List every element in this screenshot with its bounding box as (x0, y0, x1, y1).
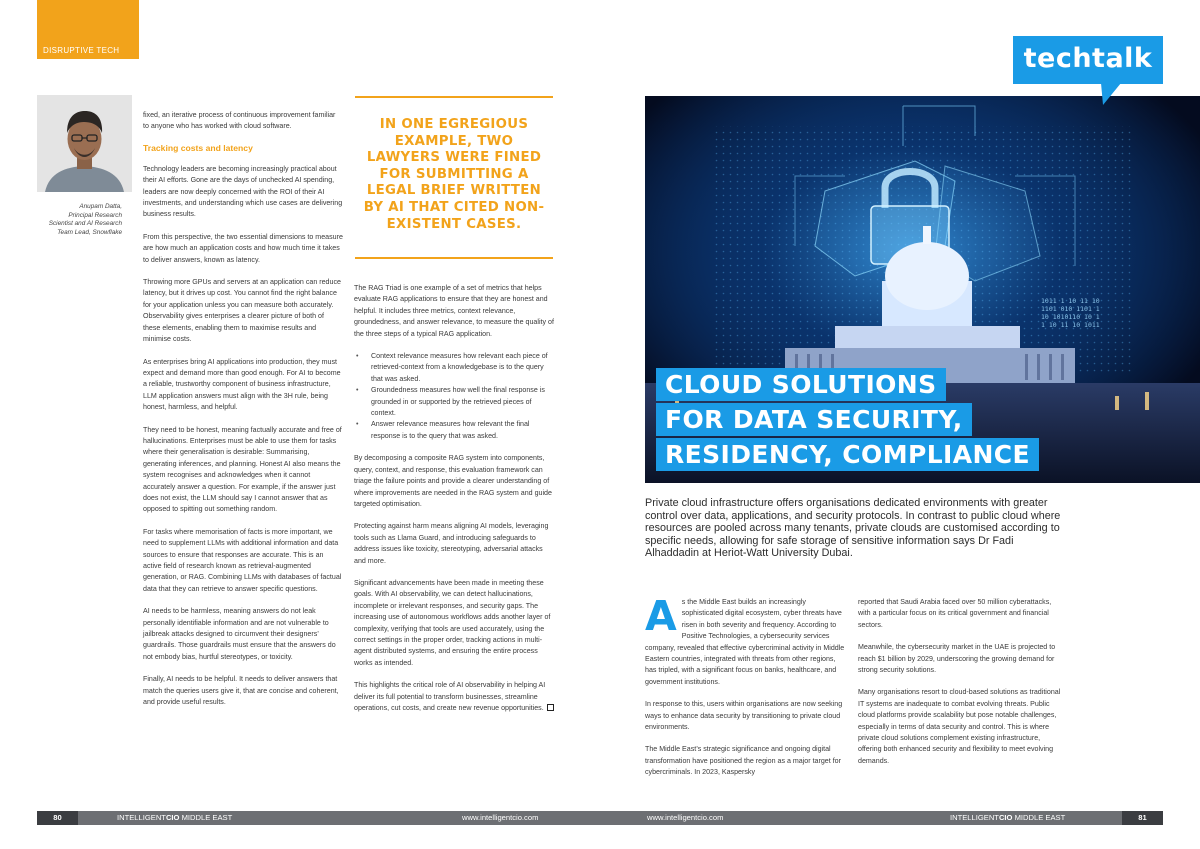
subheading: Tracking costs and latency (143, 142, 253, 153)
paragraph: Throwing more GPUs and servers at an application can reduce latency, but it drives up cost. You cannot find the right balance for your application unless you can measure both accurately. Observability gives enterprises a clearer picture of both of these elements, enabling them to maximise results and minimise costs. (143, 278, 341, 344)
binary-text: 1011 1 10 11 10 (1041, 297, 1100, 305)
binary-text: 10 1010110 10 1 (1041, 313, 1100, 321)
drop-cap: A (645, 592, 677, 640)
paragraph: Technology leaders are becoming increasingly practical about their AI efforts. Gone are the days of unchecked AI spending, leaders are now deeply concerned with the ROI of their AI investments, and understanding which use cases are delivering business results. (143, 164, 343, 219)
paragraph: For tasks where memorisation of facts is more important, we need to supplement LLMs with additional information and data sources to ensure that responses are accurate. This is an active field of research known as retrieval-augmented generation, or RAG. Combining LLMs with databases of factual data that they can retrieve to answer specific questions. (143, 527, 342, 593)
bullet-list (354, 351, 556, 442)
section-tag (37, 0, 139, 59)
footer-brand-left: INTELLIGENTCIO MIDDLE EAST (117, 813, 233, 822)
page-footer (37, 811, 1163, 825)
logo-text: techtalk (1023, 43, 1153, 74)
binary-text: 1101 010 1101 1 (1041, 305, 1100, 313)
speech-bubble-tail-icon (1101, 83, 1121, 105)
headline-line: CLOUD SOLUTIONS (656, 368, 946, 401)
paragraph: Meanwhile, the cybersecurity market in the UAE is projected to reach $1 billion by 2029, underscoring the growing demand for strong security solutions. (858, 643, 1056, 675)
article-headline (656, 368, 1039, 473)
photo-caption: Anupam Datta, Principal Research Scientist and AI Research Team Lead, Snowflake (48, 203, 122, 236)
paragraph: Significant advancements have been made in meeting these goals. With AI observability, we can detect hallucinations, incomplete or irrelevant responses, and security gaps. The increasing use of autonomous workflows adds another layer of complexity, verifying that tools are used accurately, using the correct settings in the proper order, tracking actions in multi-agent distributed systems, and ensuring the entire process works as intended. (354, 578, 551, 667)
pull-quote (355, 96, 553, 259)
left-column-2 (354, 283, 556, 714)
bullet-item: • Answer relevance measures how relevant the final response is to the query that was asked. (354, 419, 556, 442)
paragraph: They need to be honest, meaning factually accurate and free of hallucinations. Enterprises must be able to use them for tasks where their generalisation is desirable: Summarising, generating inferences, and planning. Honest AI also means the system recognises and acknowledges when it cannot accurately answer a question. For example, if the answer just does not exist, the LLM should say I cannot answer that as opposed to spitting out something random. (143, 425, 342, 514)
section-tag-label: DISRUPTIVE TECH (43, 46, 120, 55)
author-portrait-image (37, 95, 132, 192)
page-number-right: 81 (1122, 811, 1163, 825)
pull-quote-text: IN ONE EGREGIOUS EXAMPLE, TWO LAWYERS WERE FINED FOR SUBMITTING A LEGAL BRIEF WRITTEN BY AI THAT CITED NON-EXISTENT CASES. (363, 117, 545, 232)
paragraph: The RAG Triad is one example of a set of metrics that helps evaluate RAG applications to ensure that they are honest and helpful. It includes three metrics, context relevance, groundedness, and answer relevance, to measure the quality of the three steps of a typical RAG application. (354, 284, 554, 338)
article-intro: Private cloud infrastructure offers organisations dedicated environments with greater control over data, applications, and security protocols. In contrast to public cloud where resources are pooled across many tenants, private clouds are customised according to specific needs, allowing for safe storage of sensitive information says Dr Fadi Alhaddadin at Heriot-Watt University Dubai. (645, 497, 1061, 560)
bullet-item: • Groundedness measures how well the final response is grounded in or supported by the retrieved pieces of context. (354, 385, 556, 419)
binary-text: 1 10 11 10 1011 (1041, 321, 1100, 329)
techtalk-logo (1013, 36, 1163, 84)
headline-line: FOR DATA SECURITY, (656, 403, 972, 436)
footer-url-left: www.intelligentcio.com (462, 813, 539, 822)
left-column-1 (143, 110, 343, 708)
footer-brand-right: INTELLIGENTCIO MIDDLE EAST (950, 813, 1066, 822)
paragraph: From this perspective, the two essential dimensions to measure are how much an application costs and how much time it takes to deliver answers, known as latency. (143, 232, 343, 264)
paragraph: reported that Saudi Arabia faced over 50 million cyberattacks, with a particular focus on its critical government and financial sectors. (858, 598, 1052, 629)
paragraph: As the Middle East builds an increasingly sophisticated digital ecosystem, cyber threats have risen in both severity and frequency. According to Positive Technologies, a cybersecurity services company, revealed that effective cybercriminal activity in Middle Eastern countries, integrated with threats from other regions, has tripled, with a significant focus on banks, healthcare, and government institutions. (645, 592, 845, 686)
paragraph: Many organisations resort to cloud-based solutions as traditional IT systems are inadequate to combat evolving threats. Public cloud platforms provide scalability but pose notable challenges, especially in terms of data security and control. This is where private cloud solutions complement existing infrastructure, offering both enhanced security and flexibility to meet evolving demands. (858, 688, 1061, 765)
paragraph: AI needs to be harmless, meaning answers do not leak personally identifiable information and are not vulnerable to jailbreak attacks designed to circumvent their designers’ guardrails. Those guardrails must ensure that the answers do not embody bias, hurtful stereotypes, or toxicity. (143, 607, 336, 661)
paragraph: As enterprises bring AI applications into production, they must expect and demand more than good enough. For AI to become a reliable, trustworthy component of business infrastructure, LLM application answers must align with the 3H rule, being honest, harmless, and helpful. (143, 357, 341, 412)
right-column-1 (645, 592, 847, 779)
paragraph: The Middle East’s strategic significance and ongoing digital transformation have positioned the region as a major target for cybercriminals. In 2023, Kaspersky (645, 745, 841, 777)
page-number-left: 80 (37, 811, 78, 825)
bullet-item: • Context relevance measures how relevant each piece of retrieved-context from a knowledgebase is to the query that was asked. (354, 351, 556, 385)
paragraph: In response to this, users within organisations are now seeking ways to enhance data security by transitioning to private cloud environments. (645, 700, 843, 732)
paragraph: Protecting against harm means aligning AI models, leveraging tools such as Llama Guard, and introducing safeguards to address issues like toxicity, stereotyping, adversarial attacks and more. (354, 522, 549, 565)
paragraph-final: This highlights the critical role of AI observability in helping AI deliver its full potential to transform businesses, streamline operations, cut costs, and create new revenue opportunities. (354, 680, 556, 714)
right-column-2 (858, 597, 1061, 767)
paragraph: By decomposing a composite RAG system into components, query, context, and response, this evaluation framework can triage the failure points and provide a clearer understanding of where improvements are needed in the RAG system and guide targeted optimisation. (354, 454, 552, 508)
paragraph: Finally, AI needs to be helpful. It needs to deliver answers that match the queries users give it, that are concise and coherent, and provide useful results. (143, 675, 339, 707)
footer-url-right: www.intelligentcio.com (647, 813, 724, 822)
headline-line: RESIDENCY, COMPLIANCE (656, 438, 1039, 471)
author-photo (37, 95, 132, 192)
end-of-article-icon (547, 704, 554, 711)
paragraph: fixed, an iterative process of continuous improvement familiar to anyone who has worked with cloud software. (143, 111, 336, 131)
